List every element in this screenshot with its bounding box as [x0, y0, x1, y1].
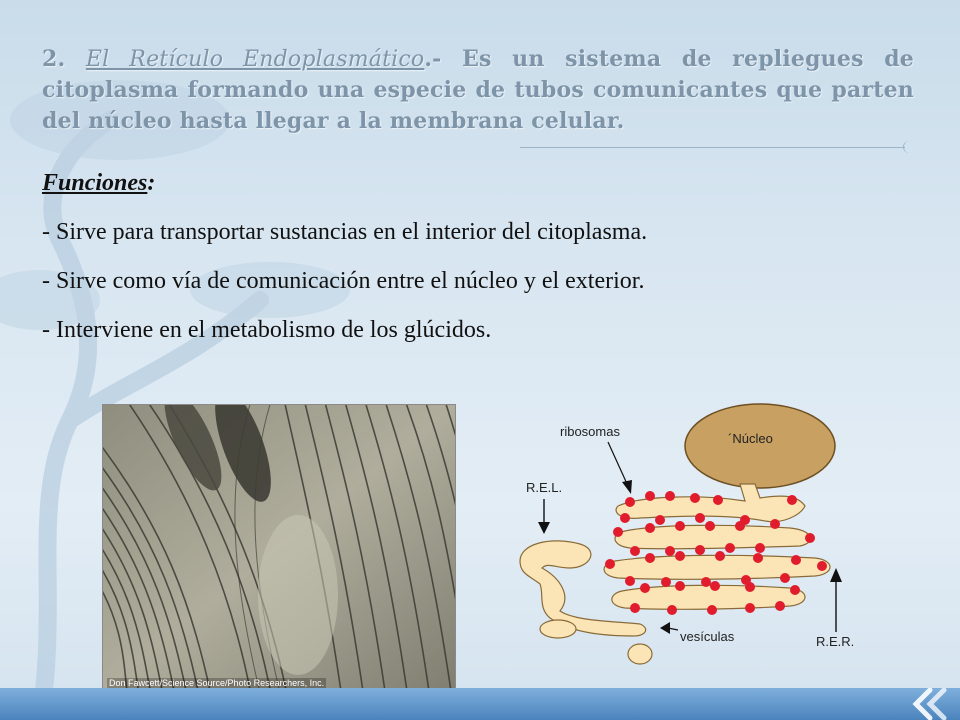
function-item-2: - Sirve como vía de comunicación entre el núcleo y el exterior. [42, 268, 645, 294]
function-item-3: - Interviene en el metabolismo de los glúcidos. [42, 317, 492, 343]
function-item-1: - Sirve para transportar sustancias en el interior del citoplasma. [42, 219, 648, 245]
rer-arrowhead [830, 568, 842, 582]
vesiculas-label: vesículas [680, 629, 735, 644]
rel-arrowhead [538, 522, 550, 534]
rer-label: R.E.R. [816, 634, 855, 649]
er-diagram [500, 396, 900, 686]
slide-title [42, 44, 914, 137]
title-lead: El Retículo Endoplasmático [85, 47, 425, 72]
functions-section [42, 170, 922, 364]
ribosomas-arrow [608, 442, 628, 486]
title-number: 2. [42, 46, 86, 72]
title-divider-end [903, 141, 912, 153]
functions-heading [42, 170, 922, 197]
nucleus-label: ´Núcleo [728, 431, 773, 446]
ribosomas-label: ribosomas [560, 424, 620, 439]
title-rest: .- Es un sistema de repliegues de citoplasma formando una especie de tubos comunicantes que parten del núcleo hasta llegar a la membrana celular. [42, 46, 914, 134]
rel-label: R.E.L. [526, 480, 563, 495]
functions-heading-text: Funciones [42, 170, 148, 196]
ribosomas-arrowhead [622, 480, 632, 494]
vesiculas-arrowhead [660, 622, 670, 634]
micrograph-image [103, 405, 455, 691]
er-micrograph-photo [102, 404, 456, 692]
chevron-left-icon [890, 688, 950, 720]
nucleus-shape [685, 404, 835, 488]
functions-heading-colon: : [147, 170, 156, 196]
title-divider [520, 147, 905, 148]
photo-credit: Don Fawcett/Science Source/Photo Researchers, Inc. [109, 678, 325, 688]
bottom-bar [0, 688, 960, 720]
